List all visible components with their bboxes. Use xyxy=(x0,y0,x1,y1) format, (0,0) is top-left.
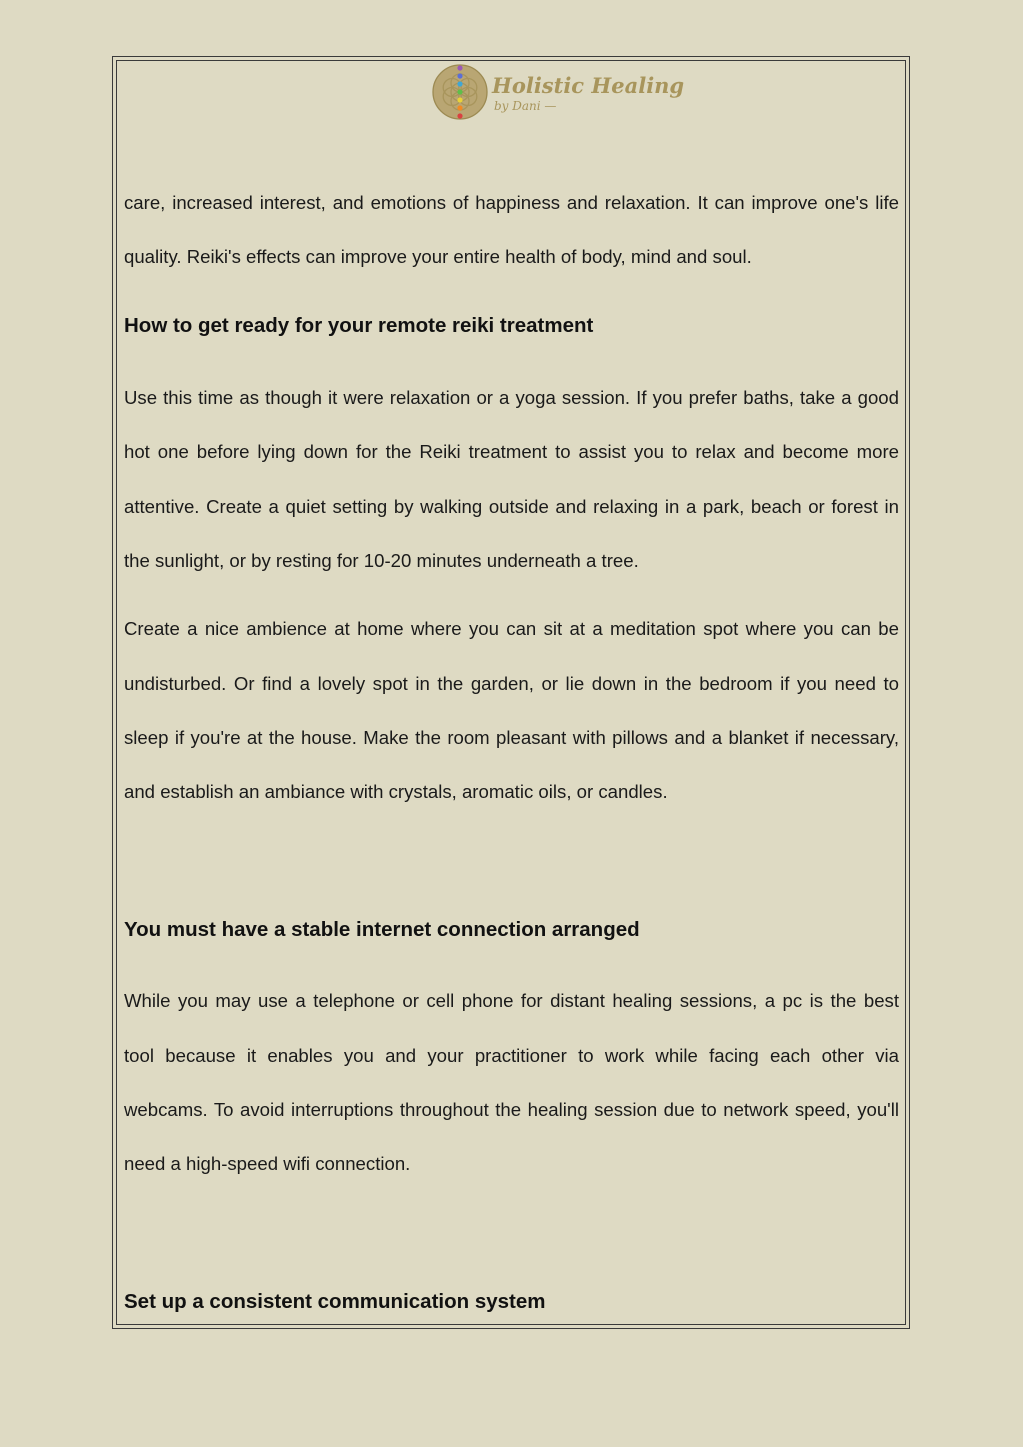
paragraph-line: undisturbed. Or find a lovely spot in the garden, or lie down in the bedroom if you need to xyxy=(124,673,899,694)
paragraph-line: webcams. To avoid interruptions throughout the healing session due to network speed, you'll xyxy=(124,1099,899,1120)
section-heading-remote-reiki: How to get ready for your remote reiki treatment xyxy=(124,314,594,337)
intro-line: quality. Reiki's effects can improve your entire health of body, mind and soul. xyxy=(124,246,752,267)
paragraph-line: Create a nice ambience at home where you can sit at a meditation spot where you can be xyxy=(124,618,899,639)
intro-line: care, increased interest, and emotions of happiness and relaxation. It can improve one's life xyxy=(124,192,899,213)
paragraph-line: Use this time as though it were relaxation or a yoga session. If you prefer baths, take a good xyxy=(124,387,899,408)
paragraph-line: While you may use a telephone or cell phone for distant healing sessions, a pc is the best xyxy=(124,990,899,1011)
paragraph-line: hot one before lying down for the Reiki treatment to assist you to relax and become more xyxy=(124,441,899,462)
paragraph-line: and establish an ambiance with crystals, aromatic oils, or candles. xyxy=(124,781,668,802)
paragraph-line: need a high-speed wifi connection. xyxy=(124,1153,411,1174)
logo-brand-line1: Holistic Healing xyxy=(492,73,685,98)
paragraph-line: tool because it enables you and your practitioner to work while facing each other via xyxy=(124,1045,899,1066)
paragraph-line: attentive. Create a quiet setting by walking outside and relaxing in a park, beach or forest in xyxy=(124,496,899,517)
logo-brand-line2: by Dani — xyxy=(494,99,557,113)
flower-of-life-icon xyxy=(430,60,685,126)
paragraph-line: the sunlight, or by resting for 10-20 minutes underneath a tree. xyxy=(124,550,639,571)
section-heading-internet-connection: You must have a stable internet connection arranged xyxy=(124,918,640,941)
holistic-healing-logo xyxy=(430,60,685,126)
paragraph-line: sleep if you're at the house. Make the room pleasant with pillows and a blanket if necessary, xyxy=(124,727,899,748)
section-heading-communication-system: Set up a consistent communication system xyxy=(124,1290,546,1313)
